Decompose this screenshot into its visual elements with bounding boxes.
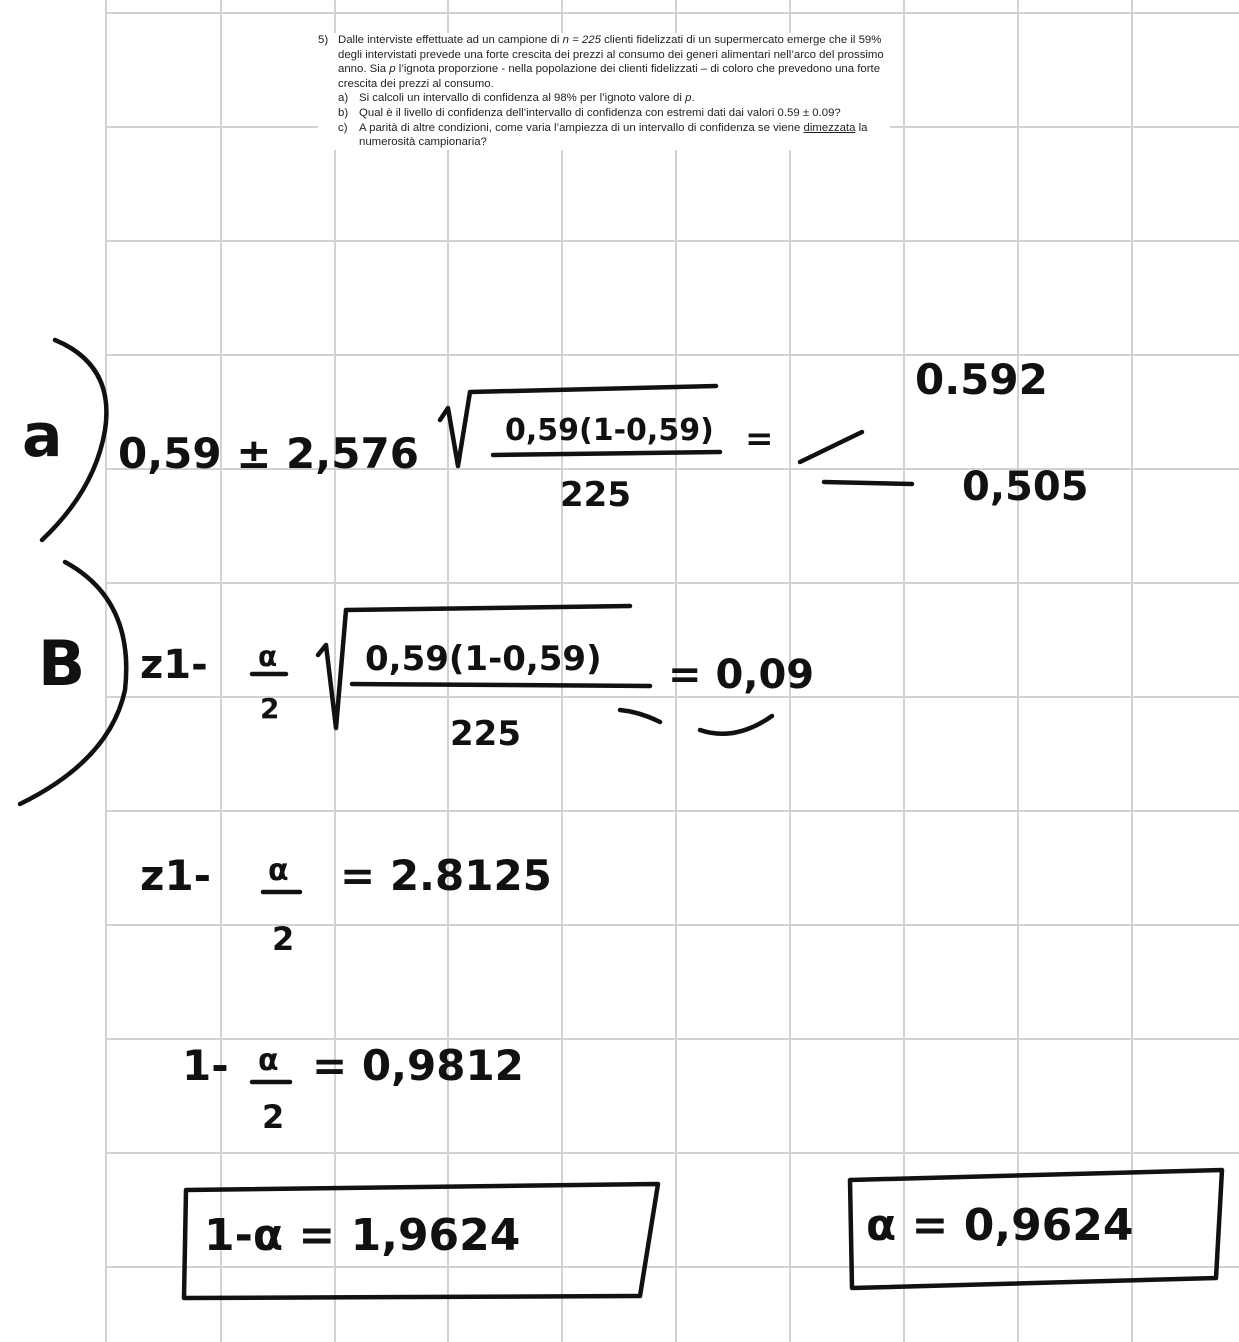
part-b-denominator: 225 [450,714,521,754]
problem-number: 5) [318,34,329,46]
question-a-text: Si calcoli un intervallo di confidenza al 98% per l’ignoto valore di p. [359,92,695,105]
boxed-answer-left: 1-α = 1,9624 [204,1210,521,1261]
line-2-one-minus: 1- [182,1041,229,1090]
line-2-alpha: α [258,1043,279,1078]
question-a-letter: a) [338,92,349,105]
part-b-two: 2 [260,692,280,725]
part-a-formula: 0,59 ± 2,576 [118,429,419,478]
line-1-two: 2 [272,920,295,958]
part-a-branch-up [800,432,862,462]
question-c-text: A parità di altre condizioni, come varia l’ampiezza di un intervallo di confidenza se viene dimezzata la numerosità campionaria? [359,121,868,149]
line-1-alpha: α [268,853,289,888]
part-a-branch-down [824,482,912,484]
part-b-label: B [38,627,86,700]
part-b-underline-1 [620,710,660,722]
part-b-fraction-bar [352,684,650,686]
part-b-numerator: 0,59(1-0,59) [365,639,602,679]
line-1-z-term: z1- [140,851,212,900]
part-a-equals: = [745,419,774,459]
part-a-numerator: 0,59(1-0,59) [505,413,714,448]
question-c-letter: c) [338,121,348,134]
part-b-alpha: α [258,640,278,673]
part-a-fraction-bar [493,452,720,455]
line-2-two: 2 [262,1098,285,1136]
part-b-z-term: z1- [140,642,208,688]
boxed-answer-right: α = 0,9624 [866,1200,1134,1251]
part-b-result: = 0,09 [668,652,815,698]
part-a-upper-bound: 0.592 [915,355,1048,404]
problem-intro-text: Dalle interviste effettuate ad un campione di n = 225 clienti fidelizzati di un supermercato emerge che il 59% degli intervistati prevede una forte crescita dei prezzi al consumo dei generi alimentari nell’arco del prossimo anno. Sia p l’ignota proporzione - nella popolazione dei clienti fidelizzati – di coloro che prevedono una forte crescita dei prezzi al consumo. [338,34,884,90]
question-b-letter: b) [338,106,349,119]
part-b-underline-2 [700,716,772,734]
line-1-result: = 2.8125 [340,851,552,900]
part-a-label: a [22,401,63,471]
line-2-result: = 0,9812 [312,1041,524,1090]
part-a-lower-bound: 0,505 [962,464,1089,510]
question-b-text: Qual è il livello di confidenza dell’intervallo di confidenza con estremi dati dai valori 0.59 ± 0.09? [359,106,841,119]
part-a-denominator: 225 [560,475,631,515]
